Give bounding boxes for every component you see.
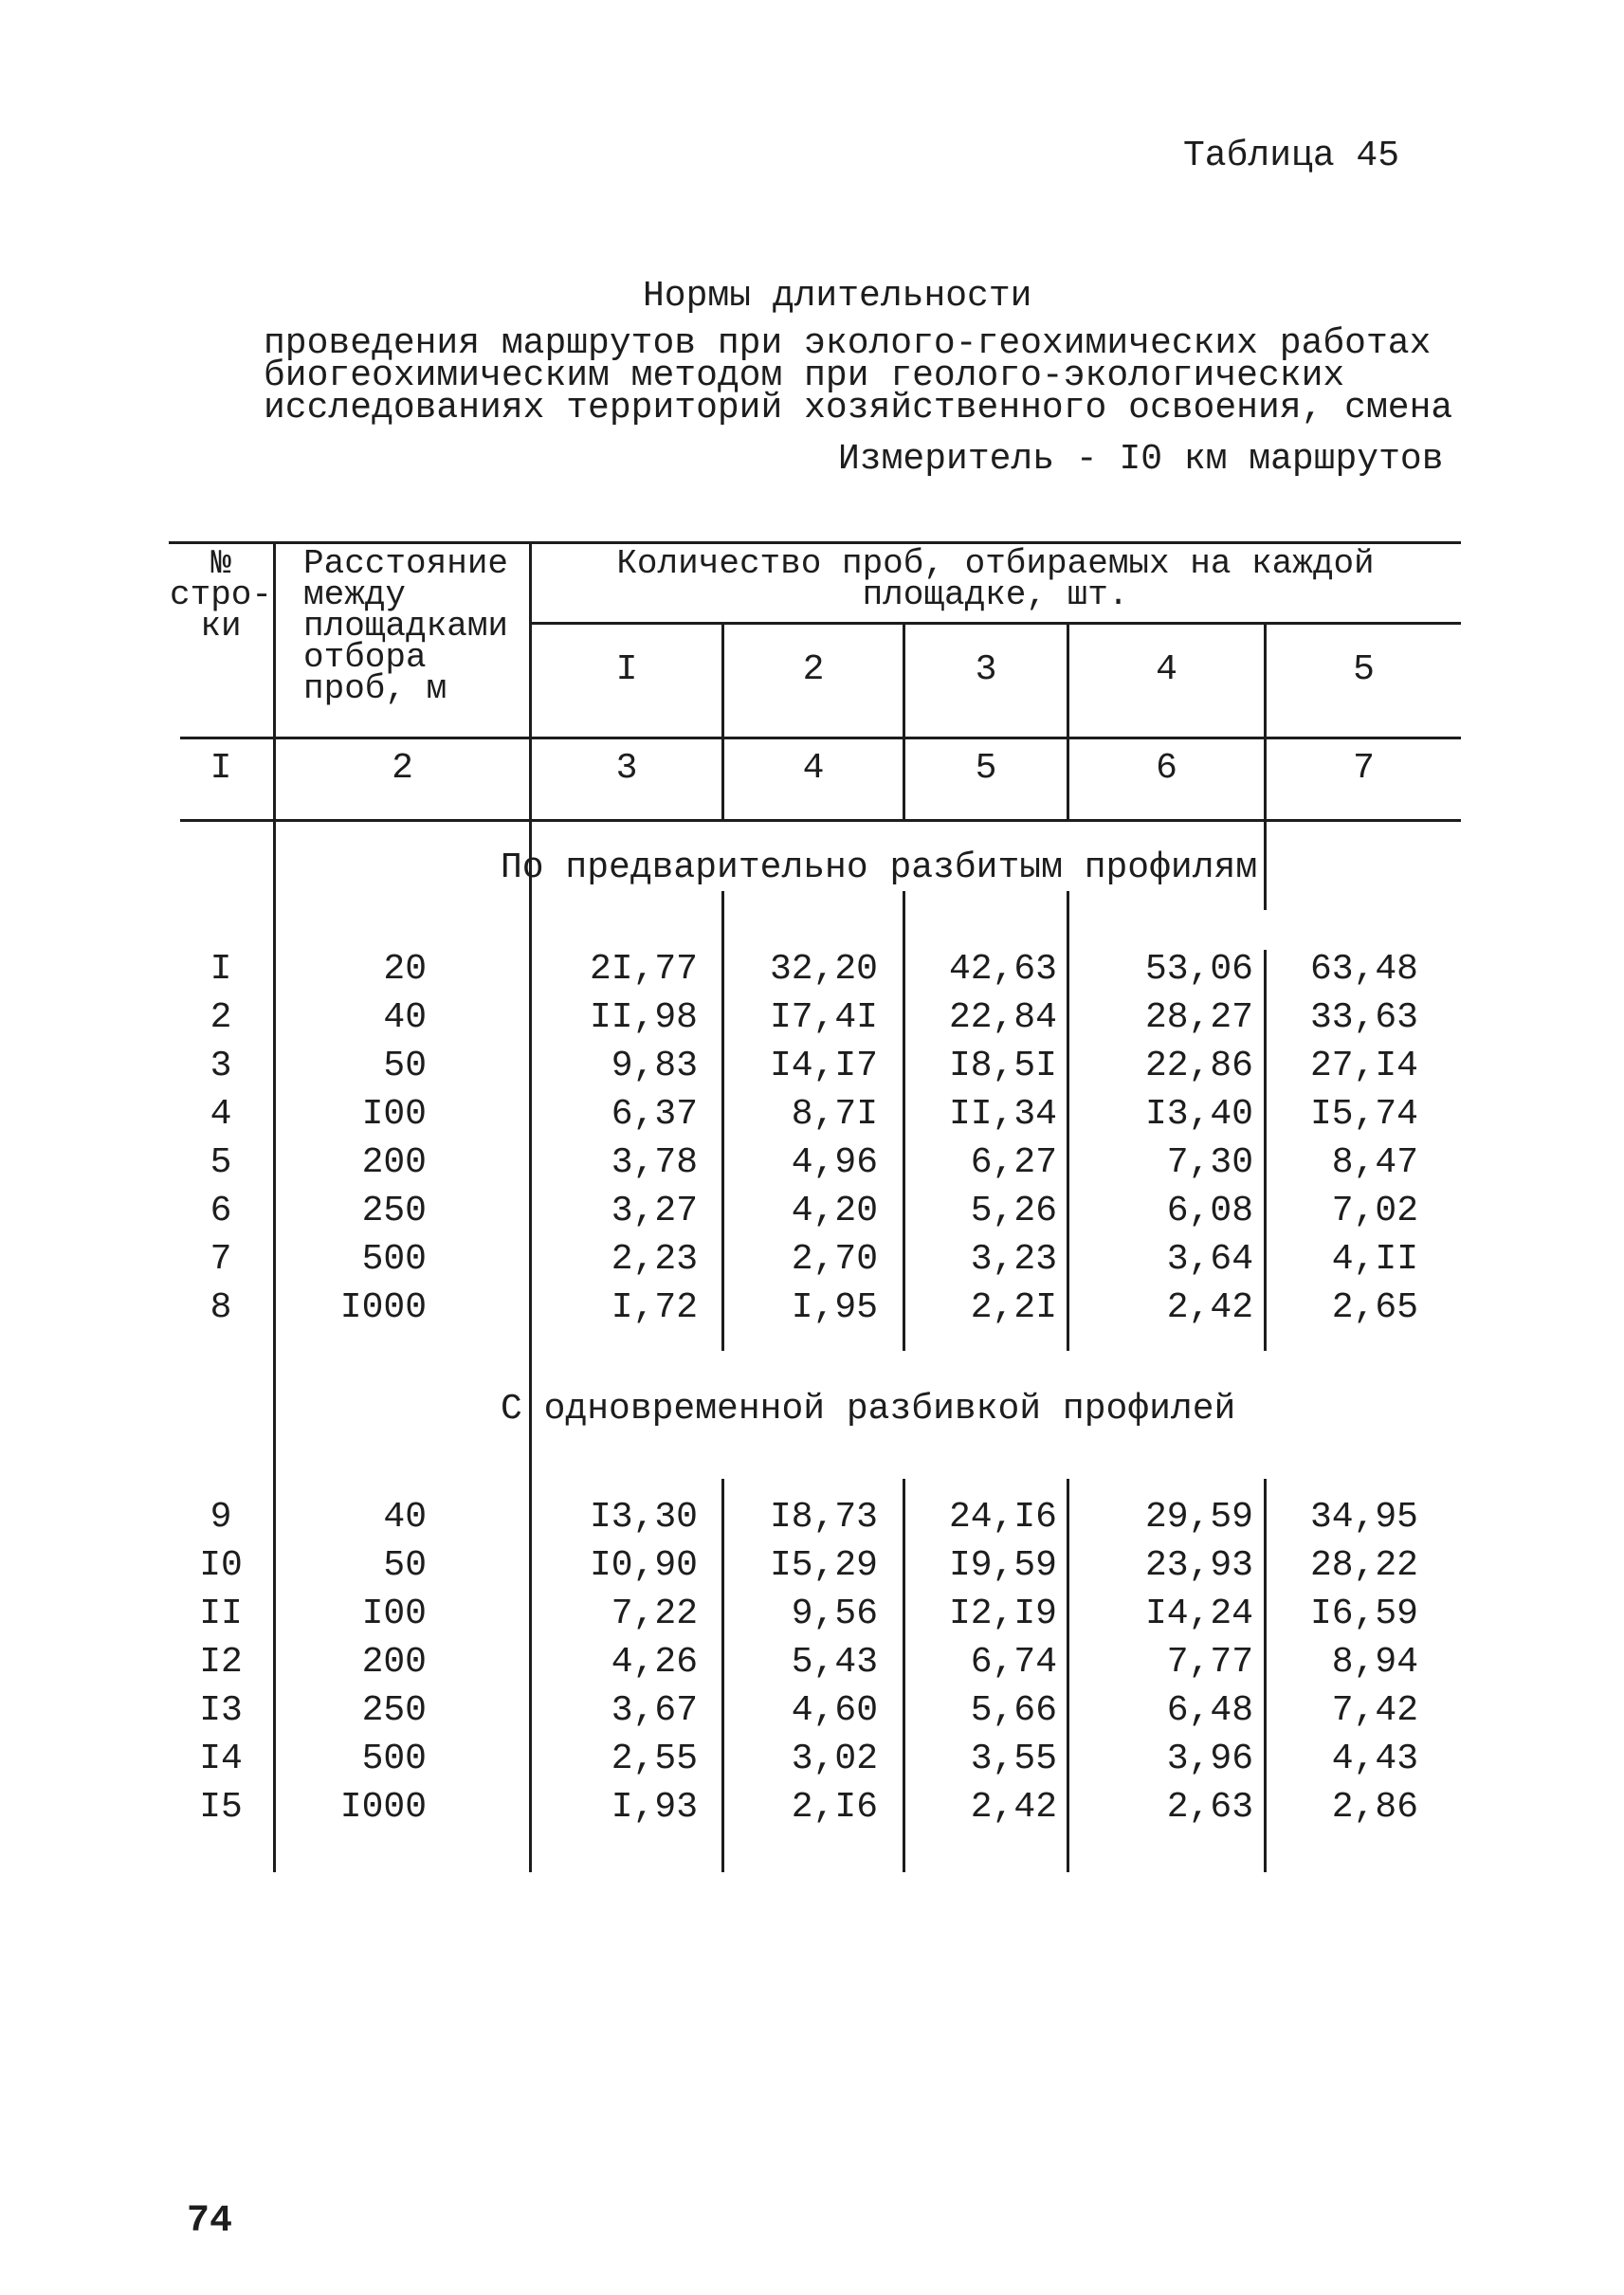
section-1-row-3-value-2: I4,I7 (769, 1046, 878, 1086)
section-2-row-2-value-4: 23,93 (1144, 1545, 1253, 1586)
section-1-row-1-value-1: 2I,77 (589, 949, 698, 990)
section-2-row-2-distance: 50 (383, 1545, 427, 1586)
section-1-row-8-number: 8 (210, 1287, 232, 1328)
section-2-row-2-value-3: I9,59 (948, 1545, 1057, 1586)
rule-col-5-section2 (1067, 1479, 1069, 1872)
section-1-row-7-value-1: 2,23 (611, 1239, 698, 1280)
column-number-3: 3 (615, 748, 638, 789)
section-2-row-6-value-3: 3,55 (970, 1739, 1057, 1779)
section-1-row-3-number: 3 (210, 1046, 232, 1086)
section-1-row-5-number: 5 (210, 1142, 232, 1183)
section-2-row-2-value-1: I0,90 (589, 1545, 698, 1586)
section-2-row-5-distance: 250 (361, 1690, 427, 1731)
column-number-1: I (210, 748, 232, 789)
section-1-row-3-value-1: 9,83 (611, 1046, 698, 1086)
section-2-row-3-value-4: I4,24 (1144, 1594, 1253, 1634)
section-1-row-6-value-3: 5,26 (970, 1191, 1057, 1231)
section-1-row-4-number: 4 (210, 1094, 232, 1135)
section-1-row-4-distance: I00 (361, 1094, 427, 1135)
title-line-4: исследованиях территорий хозяйственного освоения, смена (264, 388, 1453, 428)
section-1-row-5-value-1: 3,78 (611, 1142, 698, 1183)
section-1-row-6-value-4: 6,08 (1166, 1191, 1253, 1231)
section-2-row-3-value-1: 7,22 (611, 1594, 698, 1634)
section-1-row-6-value-1: 3,27 (611, 1191, 698, 1231)
section-2-row-7-number: I5 (199, 1787, 243, 1828)
section-2-row-7-value-5: 2,86 (1331, 1787, 1418, 1828)
section-2-row-2-number: I0 (199, 1545, 243, 1586)
section-2-row-4-distance: 200 (361, 1642, 427, 1683)
section-2-row-1-value-1: I3,30 (589, 1497, 698, 1538)
section-1-row-2-value-3: 22,84 (948, 997, 1057, 1038)
section-2-row-7-value-2: 2,I6 (791, 1787, 878, 1828)
rule-col-1 (273, 541, 276, 1872)
section-2-row-4-value-4: 7,77 (1166, 1642, 1253, 1683)
section-1-row-2-value-4: 28,27 (1144, 997, 1253, 1038)
section-2-row-1-value-3: 24,I6 (948, 1497, 1057, 1538)
rule-subheader (532, 622, 1461, 625)
section-1-row-4-value-4: I3,40 (1144, 1094, 1253, 1135)
section-2-row-1-value-4: 29,59 (1144, 1497, 1253, 1538)
section-1-row-7-distance: 500 (361, 1239, 427, 1280)
section-2-row-7-distance: I000 (339, 1787, 427, 1828)
section-1-row-2-number: 2 (210, 997, 232, 1038)
section-1-row-8-value-3: 2,2I (970, 1287, 1057, 1328)
section-2-row-3-number: II (199, 1594, 243, 1634)
section-1-row-4-value-2: 8,7I (791, 1094, 878, 1135)
rule-col-6-section1-top (1264, 819, 1267, 910)
page-number: 74 (187, 2200, 233, 2243)
section-2-row-6-distance: 500 (361, 1739, 427, 1779)
column-number-4: 4 (802, 748, 825, 789)
table-label: Таблица 45 (1183, 136, 1400, 176)
section-2-row-5-number: I3 (199, 1690, 243, 1731)
section-2-row-6-value-4: 3,96 (1166, 1739, 1253, 1779)
section-2-row-5-value-3: 5,66 (970, 1690, 1057, 1731)
section-2-row-7-value-1: I,93 (611, 1787, 698, 1828)
section-2-row-4-value-2: 5,43 (791, 1642, 878, 1683)
column-number-5: 5 (975, 748, 997, 789)
section-2-row-4-value-1: 4,26 (611, 1642, 698, 1683)
section-2-row-6-number: I4 (199, 1739, 243, 1779)
header-count-4: 4 (1156, 649, 1177, 690)
unit-label: Измеритель - I0 км маршрутов (838, 439, 1444, 480)
section-1-row-6-distance: 250 (361, 1191, 427, 1231)
section-1-row-1-number: I (210, 949, 232, 990)
section-1-row-5-value-3: 6,27 (970, 1142, 1057, 1183)
title-line-1: Нормы длительности (643, 276, 1032, 317)
section-1-row-1-value-3: 42,63 (948, 949, 1057, 990)
section-1-row-3-distance: 50 (383, 1046, 427, 1086)
section-1-row-7-value-3: 3,23 (970, 1239, 1057, 1280)
section-1-row-5-value-5: 8,47 (1331, 1142, 1418, 1183)
section-2-row-1-value-2: I8,73 (769, 1497, 878, 1538)
column-number-2: 2 (392, 748, 413, 789)
section-1-row-8-value-2: I,95 (791, 1287, 878, 1328)
column-number-6: 6 (1156, 748, 1177, 789)
section-2-row-5-value-2: 4,60 (791, 1690, 878, 1731)
header-row-number: № стро- ки (169, 544, 273, 646)
section-2-title: С одновременной разбивкой профилей (501, 1389, 1236, 1430)
section-2-row-5-value-4: 6,48 (1166, 1690, 1253, 1731)
section-2-row-3-distance: I00 (361, 1594, 427, 1634)
section-2-row-3-value-3: I2,I9 (948, 1594, 1057, 1634)
section-2-row-7-value-3: 2,42 (970, 1787, 1057, 1828)
section-2-row-6-value-2: 3,02 (791, 1739, 878, 1779)
section-2-row-2-value-5: 28,22 (1309, 1545, 1418, 1586)
section-1-row-7-number: 7 (210, 1239, 232, 1280)
section-1-row-4-value-5: I5,74 (1309, 1094, 1418, 1135)
section-2-row-5-value-5: 7,42 (1331, 1690, 1418, 1731)
section-1-row-5-value-4: 7,30 (1166, 1142, 1253, 1183)
section-1-row-2-value-2: I7,4I (769, 997, 878, 1038)
header-distance: Расстояние между площадками отбора проб, м (303, 544, 509, 708)
section-1-row-8-value-5: 2,65 (1331, 1287, 1418, 1328)
section-1-row-8-value-1: I,72 (611, 1287, 698, 1328)
header-count-1: I (615, 649, 638, 690)
section-2-row-5-value-1: 3,67 (611, 1690, 698, 1731)
section-1-title: По предварительно разбитым профилям (501, 847, 1258, 888)
section-2-row-7-value-4: 2,63 (1166, 1787, 1253, 1828)
section-2-row-4-number: I2 (199, 1642, 243, 1683)
section-2-row-3-value-5: I6,59 (1309, 1594, 1418, 1634)
section-2-row-4-value-3: 6,74 (970, 1642, 1057, 1683)
section-1-row-1-value-5: 63,48 (1309, 949, 1418, 990)
title-line-3: биогеохимическим методом при геолого-экологических (264, 355, 1345, 396)
section-1-row-7-value-5: 4,II (1331, 1239, 1418, 1280)
rule-header-bottom (180, 737, 1461, 739)
section-2-row-4-value-5: 8,94 (1331, 1642, 1418, 1683)
section-2-row-6-value-5: 4,43 (1331, 1739, 1418, 1779)
rule-col-5-section1 (1067, 891, 1069, 1351)
column-number-7: 7 (1353, 748, 1375, 789)
section-1-row-4-value-3: II,34 (948, 1094, 1057, 1135)
section-1-row-8-distance: I000 (339, 1287, 427, 1328)
section-1-row-4-value-1: 6,37 (611, 1094, 698, 1135)
header-count-3: 3 (975, 649, 997, 690)
section-2-row-3-value-2: 9,56 (791, 1594, 878, 1634)
section-1-row-6-value-5: 7,02 (1331, 1191, 1418, 1231)
section-1-row-3-value-4: 22,86 (1144, 1046, 1253, 1086)
section-1-row-7-value-4: 3,64 (1166, 1239, 1253, 1280)
section-1-row-1-value-4: 53,06 (1144, 949, 1253, 990)
section-1-row-2-value-1: II,98 (589, 997, 698, 1038)
section-1-row-1-distance: 20 (383, 949, 427, 990)
section-2-row-6-value-1: 2,55 (611, 1739, 698, 1779)
section-2-row-1-number: 9 (210, 1497, 232, 1538)
section-1-row-5-value-2: 4,96 (791, 1142, 878, 1183)
section-1-row-7-value-2: 2,70 (791, 1239, 878, 1280)
section-2-row-1-value-5: 34,95 (1309, 1497, 1418, 1538)
section-1-row-2-value-5: 33,63 (1309, 997, 1418, 1038)
section-1-row-1-value-2: 32,20 (769, 949, 878, 990)
section-1-row-6-number: 6 (210, 1191, 232, 1231)
header-count-2: 2 (802, 649, 825, 690)
section-2-row-2-value-2: I5,29 (769, 1545, 878, 1586)
section-2-row-1-distance: 40 (383, 1497, 427, 1538)
header-sample-count: Количество проб, отбираемых на каждой площадке, шт. (616, 544, 1375, 614)
section-1-row-5-distance: 200 (361, 1142, 427, 1183)
section-1-row-2-distance: 40 (383, 997, 427, 1038)
header-count-5: 5 (1353, 649, 1375, 690)
section-1-row-3-value-5: 27,I4 (1309, 1046, 1418, 1086)
section-1-row-6-value-2: 4,20 (791, 1191, 878, 1231)
section-1-row-3-value-3: I8,5I (948, 1046, 1057, 1086)
rule-column-numbers-bottom (180, 819, 1461, 822)
section-1-row-8-value-4: 2,42 (1166, 1287, 1253, 1328)
title-line-2: проведения маршрутов при эколого-геохимических работах (264, 323, 1432, 364)
